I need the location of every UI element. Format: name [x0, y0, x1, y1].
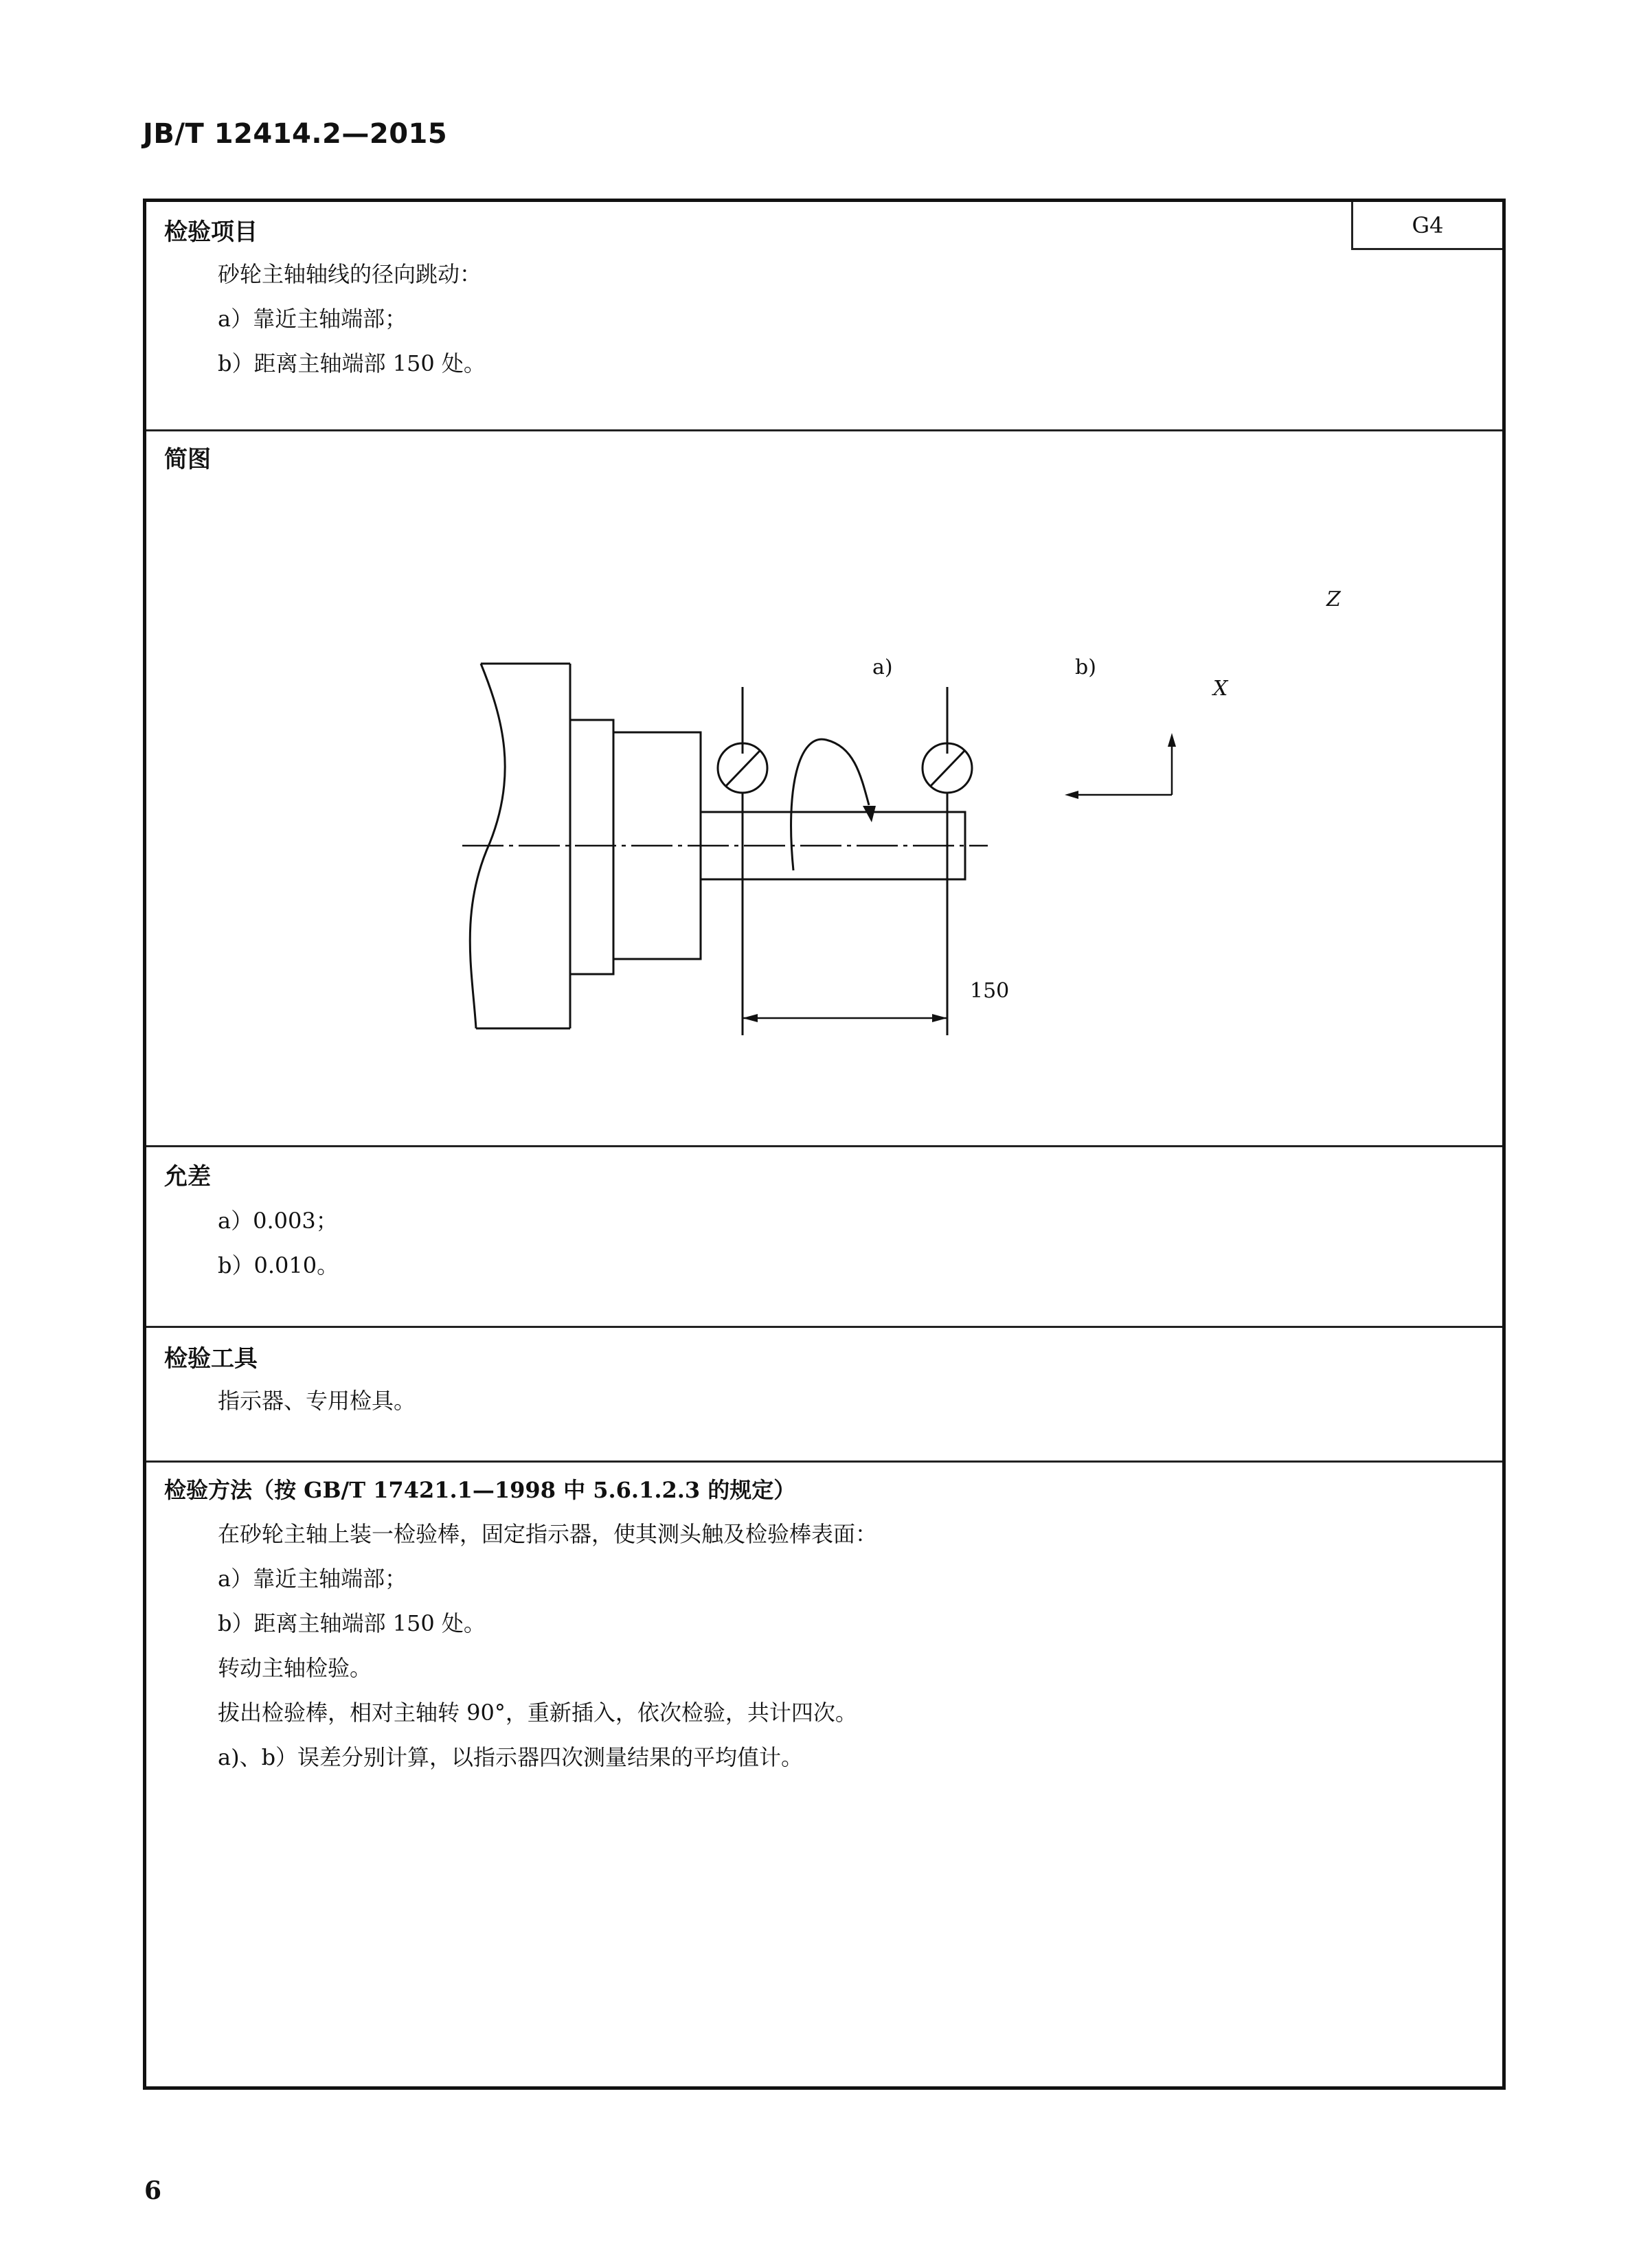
label-b: b) — [1075, 655, 1096, 679]
tools-section — [146, 1327, 1502, 1461]
item-line: b）距离主轴端部 150 处。 — [218, 350, 486, 376]
item-code: G4 — [1351, 202, 1502, 250]
indicator-a-needle — [725, 751, 760, 787]
tolerance-title: 允差 — [164, 1163, 211, 1191]
tolerance-line: b）0.010。 — [218, 1252, 339, 1278]
method-line: 拔出检验棒，相对主轴转 90°，重新插入，依次检验，共计四次。 — [218, 1700, 857, 1726]
method-line: a）靠近主轴端部； — [218, 1566, 407, 1592]
rotation-arrowhead — [863, 806, 876, 822]
method-line: a)、b）误差分别计算，以指示器四次测量结果的平均值计。 — [218, 1744, 804, 1770]
item-line: 砂轮主轴轴线的径向跳动： — [218, 261, 482, 287]
axis-z-label: Z — [1326, 587, 1341, 611]
spindle-flange — [570, 720, 613, 974]
inspection-table — [143, 199, 1506, 2090]
x-axis-arrowhead — [1065, 791, 1078, 799]
standard-code: JB/T 12414.2—2015 — [143, 118, 448, 150]
z-axis-arrowhead — [1168, 733, 1176, 747]
method-section — [146, 1462, 1502, 2080]
label-a: a) — [872, 655, 893, 679]
dimension-label: 150 — [970, 979, 1010, 1003]
diagram-title: 简图 — [164, 446, 211, 473]
item-title: 检验项目 — [164, 218, 258, 246]
method-title: 检验方法（按 GB/T 17421.1—1998 中 5.6.1.2.3 的规定） — [164, 1477, 796, 1503]
indicator-b-needle — [930, 751, 964, 787]
tools-line: 指示器、专用检具。 — [218, 1388, 416, 1414]
tools-title: 检验工具 — [164, 1345, 258, 1373]
tolerance-line: a）0.003； — [218, 1208, 338, 1234]
tolerance-section — [146, 1147, 1502, 1325]
diagram-section — [146, 431, 1502, 1145]
item-line: a）靠近主轴端部； — [218, 306, 407, 332]
axis-x-label: X — [1213, 677, 1228, 701]
rotation-arrow — [791, 739, 869, 870]
method-line: b）距离主轴端部 150 处。 — [218, 1610, 486, 1636]
page-number: 6 — [144, 2176, 162, 2205]
dimension-arrow-left — [743, 1014, 758, 1022]
method-line: 在砂轮主轴上装一检验棒，固定指示器，使其测头触及检验棒表面： — [218, 1521, 878, 1547]
item-section — [146, 202, 1502, 430]
spindle-diagram — [146, 431, 1502, 1145]
dimension-arrow-right — [932, 1014, 947, 1022]
method-line: 转动主轴检验。 — [218, 1655, 372, 1681]
